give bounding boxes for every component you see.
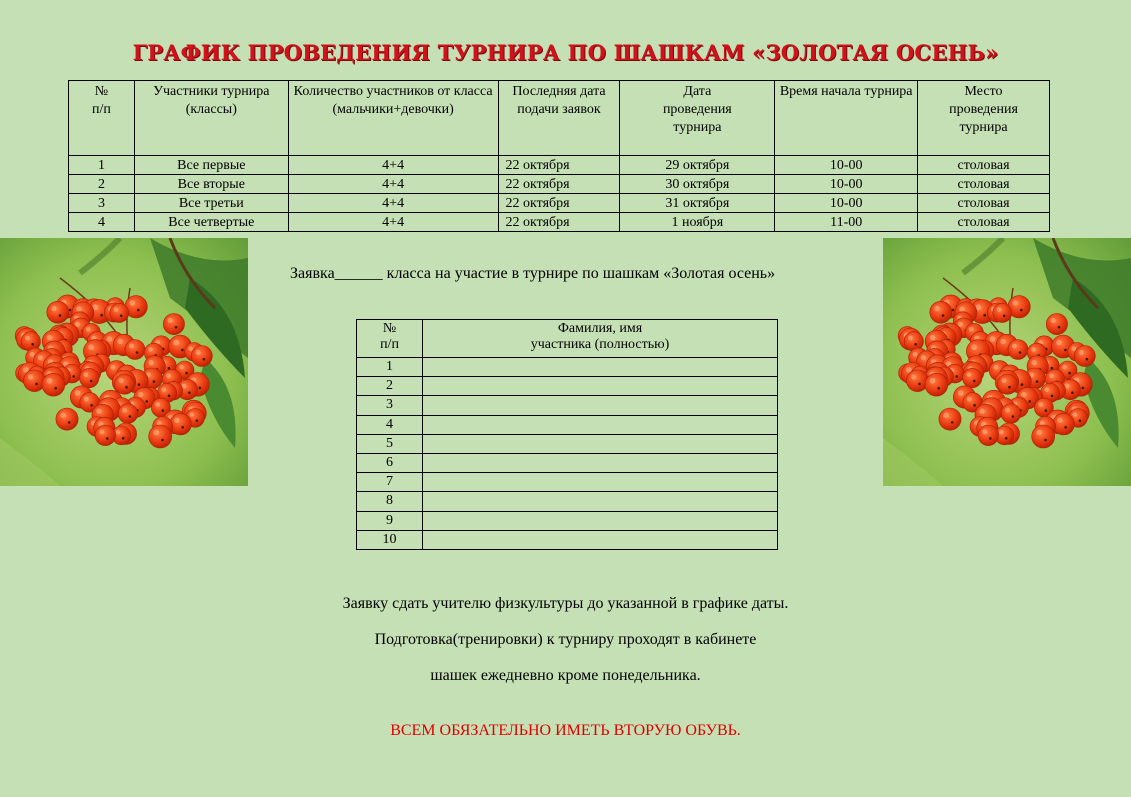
note-line: Заявку сдать учителю физкультуры до указанной в графике даты.: [342, 595, 789, 612]
application-row-number: 2: [357, 377, 423, 396]
participant-name-field[interactable]: [423, 396, 778, 415]
schedule-cell: столовая: [918, 194, 1050, 213]
application-row: [357, 415, 778, 434]
warning-text: ВСЕМ ОБЯЗАТЕЛЬНО ИМЕТЬ ВТОРУЮ ОБУВЬ.: [390, 722, 741, 739]
schedule-header-cell: Дата проведения турнира: [620, 81, 775, 156]
schedule-header-cell: Место проведения турнира: [918, 81, 1050, 156]
schedule-cell: 4+4: [288, 175, 498, 194]
application-header-cell: Фамилия, имя участника (полностью): [423, 320, 778, 358]
participant-name-field[interactable]: [423, 473, 778, 492]
application-row-number: 6: [357, 453, 423, 472]
schedule-cell: 2: [69, 175, 135, 194]
schedule-cell: 22 октября: [498, 213, 620, 232]
schedule-cell: Все третьи: [134, 194, 288, 213]
schedule-cell: 22 октября: [498, 175, 620, 194]
schedule-cell: 4: [69, 213, 135, 232]
participant-name-field[interactable]: [423, 377, 778, 396]
application-row: [357, 434, 778, 453]
application-row-number: 4: [357, 415, 423, 434]
schedule-header-row: [69, 81, 1050, 156]
schedule-cell: 29 октября: [620, 156, 775, 175]
application-row-number: 10: [357, 530, 423, 549]
schedule-cell: Все вторые: [134, 175, 288, 194]
schedule-cell: столовая: [918, 156, 1050, 175]
application-header-row: [357, 320, 778, 358]
application-row: [357, 492, 778, 511]
schedule-header-cell: Участники турнира (классы): [134, 81, 288, 156]
participant-name-field[interactable]: [423, 453, 778, 472]
application-title: Заявка______ класса на участие в турнире по шашкам «Золотая осень»: [290, 265, 776, 282]
application-row: [357, 473, 778, 492]
application-row: [357, 530, 778, 549]
schedule-row: [69, 175, 1050, 194]
schedule-cell: 10-00: [775, 156, 918, 175]
schedule-cell: 4+4: [288, 194, 498, 213]
schedule-cell: 31 октября: [620, 194, 775, 213]
application-header-cell: № п/п: [357, 320, 423, 358]
application-row: [357, 511, 778, 530]
schedule-cell: Все четвертые: [134, 213, 288, 232]
application-row-number: 9: [357, 511, 423, 530]
application-row-number: 5: [357, 434, 423, 453]
schedule-cell: 22 октября: [498, 156, 620, 175]
participant-name-field[interactable]: [423, 530, 778, 549]
schedule-cell: столовая: [918, 175, 1050, 194]
application-row: [357, 453, 778, 472]
schedule-cell: 1 ноября: [620, 213, 775, 232]
application-row-number: 1: [357, 358, 423, 377]
schedule-cell: 10-00: [775, 194, 918, 213]
schedule-cell: 1: [69, 156, 135, 175]
schedule-cell: 4+4: [288, 213, 498, 232]
participant-name-field[interactable]: [423, 492, 778, 511]
schedule-cell: 22 октября: [498, 194, 620, 213]
schedule-cell: 4+4: [288, 156, 498, 175]
application-table: [356, 319, 778, 550]
schedule-cell: 11-00: [775, 213, 918, 232]
schedule-row: [69, 156, 1050, 175]
schedule-cell: 10-00: [775, 175, 918, 194]
page-title: ГРАФИК ПРОВЕДЕНИЯ ТУРНИРА ПО ШАШКАМ «ЗОЛОТАЯ ОСЕНЬ»: [132, 40, 999, 65]
schedule-cell: Все первые: [134, 156, 288, 175]
application-row: [357, 377, 778, 396]
schedule-header-cell: Последняя дата подачи заявок: [498, 81, 620, 156]
participant-name-field[interactable]: [423, 358, 778, 377]
schedule-cell: 3: [69, 194, 135, 213]
participant-name-field[interactable]: [423, 434, 778, 453]
schedule-row: [69, 194, 1050, 213]
application-row-number: 3: [357, 396, 423, 415]
schedule-row: [69, 213, 1050, 232]
schedule-cell: столовая: [918, 213, 1050, 232]
rowan-berries-image-right: [883, 238, 1131, 486]
participant-name-field[interactable]: [423, 415, 778, 434]
application-row-number: 8: [357, 492, 423, 511]
application-row: [357, 396, 778, 415]
rowan-berries-image-left: [0, 238, 248, 486]
application-row: [357, 358, 778, 377]
schedule-header-cell: № п/п: [69, 81, 135, 156]
participant-name-field[interactable]: [423, 511, 778, 530]
schedule-header-cell: Время начала турнира: [775, 81, 918, 156]
application-row-number: 7: [357, 473, 423, 492]
schedule-cell: 30 октября: [620, 175, 775, 194]
note-line: шашек ежедневно кроме понедельника.: [430, 667, 701, 684]
schedule-table: [68, 80, 1050, 232]
notes-block: [0, 586, 1131, 694]
schedule-header-cell: Количество участников от класса (мальчики+девочки): [288, 81, 498, 156]
note-line: Подготовка(тренировки) к турниру проходят в кабинете: [374, 631, 757, 648]
